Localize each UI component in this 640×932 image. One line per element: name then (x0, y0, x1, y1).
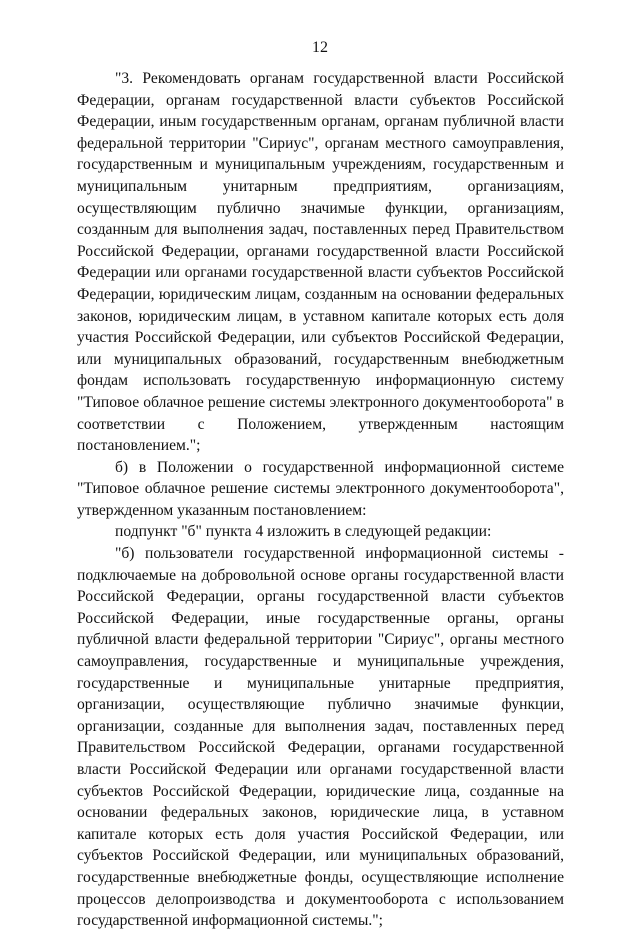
paragraph-users-definition: "б) пользователи государственной информационной системы - подключаемые на добровольной основе органы государственной власти Российской Федерации, органы государственной власти субъектов Российской Федерации, иные государственные органы, органы публичной власти федеральной территории "Сириус", органы местного самоуправления, государственные и муниципальные учреждения, государственные и муниципальные унитарные предприятия, организации, осуществляющие публично значимые функции, организации, созданные для выполнения задач, поставленных перед Правительством Российской Федерации, органами государственной власти Российской Федерации или органами государственной власти субъектов Российской Федерации, юридические лица, созданные на основании федеральных законов, юридические лица, в уставном капитале которых есть доля участия Российской Федерации, или субъектов Российской Федерации, или муниципальных образований, государственные внебюджетные фонды, осуществляющие исполнение процессов делопроизводства и документооборота с использованием государственной информационной системы."; (77, 545, 564, 930)
document-body (77, 68, 564, 932)
paragraph-recommendation: "3. Рекомендовать органам государственной власти Российской Федерации, органам государственной власти субъектов Российской Федерации, иным государственным органам, органам публичной власти федеральной территории "Сириус", органам местного самоуправления, государственным и муниципальным учреждениям, государственным и муниципальным унитарным предприятиям, организациям, осуществляющим публично значимые функции, организациям, созданным для выполнения задач, поставленных перед Правительством Российской Федерации, органами государственной власти Российской Федерации или органами государственной власти субъектов Российской Федерации, юридическим лицам, созданным на основании федеральных законов, юридическим лицам, в уставном капитале которых есть доля участия Российской Федерации, или субъектов Российской Федерации, или муниципальных образований, государственным внебюджетным фондам использовать государственную информационную систему "Типовое облачное решение системы электронного документооборота" в соответствии с Положением, утвержденным настоящим постановлением."; (77, 70, 564, 455)
paragraph-subclause-instruction: подпункт "б" пункта 4 изложить в следующей редакции: (115, 523, 492, 541)
paragraph-regulation-amendment: б) в Положении о государственной информационной системе "Типовое облачное решение системы электронного документооборота", утвержденном указанным постановлением: (77, 458, 564, 519)
page-number: 12 (312, 39, 328, 56)
